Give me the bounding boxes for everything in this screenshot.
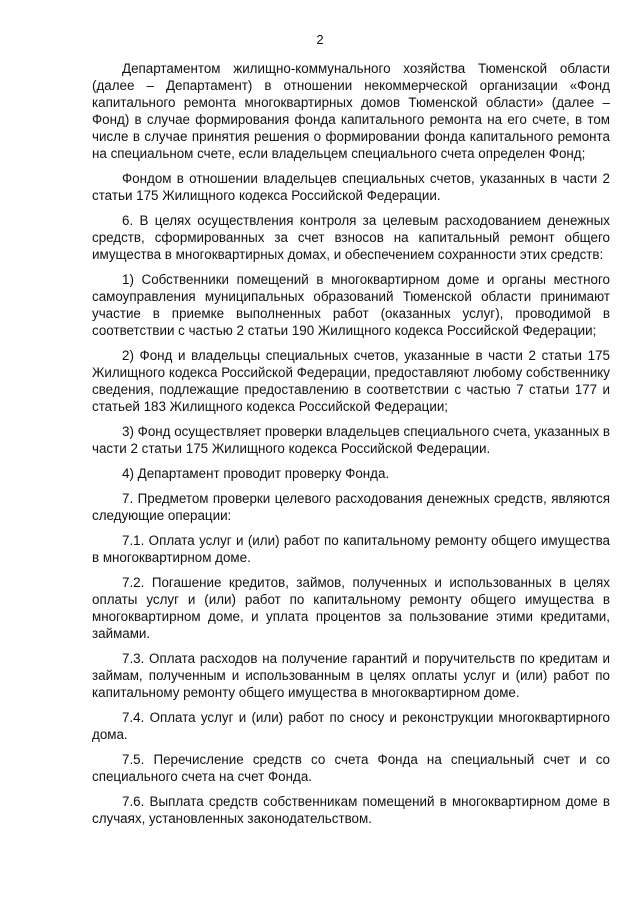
paragraph-fund-control: Фондом в отношении владельцев специальных счетов, указанных в части 2 статьи 175 Жилищного кодекса Российской Федерации. bbox=[92, 171, 610, 203]
paragraph-7-intro: 7. Предметом проверки целевого расходования денежных средств, являются следующие операции: bbox=[92, 491, 610, 523]
paragraph-6-item-2: 2) Фонд и владельцы специальных счетов, указанные в части 2 статьи 175 Жилищного кодекса Российской Федерации, предоставляют любому собственнику сведения, подлежащие предоставлению в соответствии с частью 7 статьи 177 и статьей 183 Жилищного кодекса Российской Федерации; bbox=[92, 348, 610, 414]
paragraph-7-5: 7.5. Перечисление средств со счета Фонда на специальный счет и со специального счета на счет Фонда. bbox=[92, 752, 610, 784]
paragraph-6-item-3: 3) Фонд осуществляет проверки владельцев специального счета, указанных в части 2 статьи 175 Жилищного кодекса Российской Федерации. bbox=[92, 424, 610, 456]
paragraph-6-intro: 6. В целях осуществления контроля за целевым расходованием денежных средств, сформированных за счет взносов на капитальный ремонт общего имущества в многоквартирных домах, и обеспечением сохранности этих средств: bbox=[92, 213, 610, 262]
paragraph-7-6: 7.6. Выплата средств собственникам помещений в многоквартирном доме в случаях, установленных законодательством. bbox=[92, 794, 610, 826]
paragraph-7-4: 7.4. Оплата услуг и (или) работ по сносу и реконструкции многоквартирного дома. bbox=[92, 710, 610, 742]
paragraph-7-1: 7.1. Оплата услуг и (или) работ по капитальному ремонту общего имущества в многоквартирном доме. bbox=[92, 533, 610, 565]
page-number: 2 bbox=[316, 32, 324, 47]
paragraph-7-3: 7.3. Оплата расходов на получение гарантий и поручительств по кредитам и займам, полученным и использованным в целях оплаты услуг и (или) работ по капитальному ремонту общего имущества в многоквартирном доме. bbox=[92, 651, 610, 700]
paragraph-7-2: 7.2. Погашение кредитов, займов, полученных и использованных в целях оплаты услуг и (или) работ по капитальному ремонту общего имущества в многоквартирном доме, и уплата процентов за пользование этими кредитами, займами. bbox=[92, 575, 610, 641]
paragraph-6-item-1: 1) Собственники помещений в многоквартирном доме и органы местного самоуправления муниципальных образований Тюменской области принимают участие в приемке выполненных работ (оказанных услуг), проводимой в соответствии с частью 2 статьи 190 Жилищного кодекса Российской Федерации; bbox=[92, 272, 610, 338]
paragraph-department-control: Департаментом жилищно-коммунального хозяйства Тюменской области (далее – Департамент) в отношении некоммерческой организации «Фонд капитального ремонта многоквартирных домов Тюменской области» (далее – Фонд) в случае формирования фонда капитального ремонта на его счете, в том числе в случае принятия решения о формировании фонда капитального ремонта на специальном счете, если владельцем специального счета определен Фонд; bbox=[92, 61, 610, 161]
document-body bbox=[92, 60, 610, 835]
paragraph-6-item-4: 4) Департамент проводит проверку Фонда. bbox=[122, 466, 390, 481]
